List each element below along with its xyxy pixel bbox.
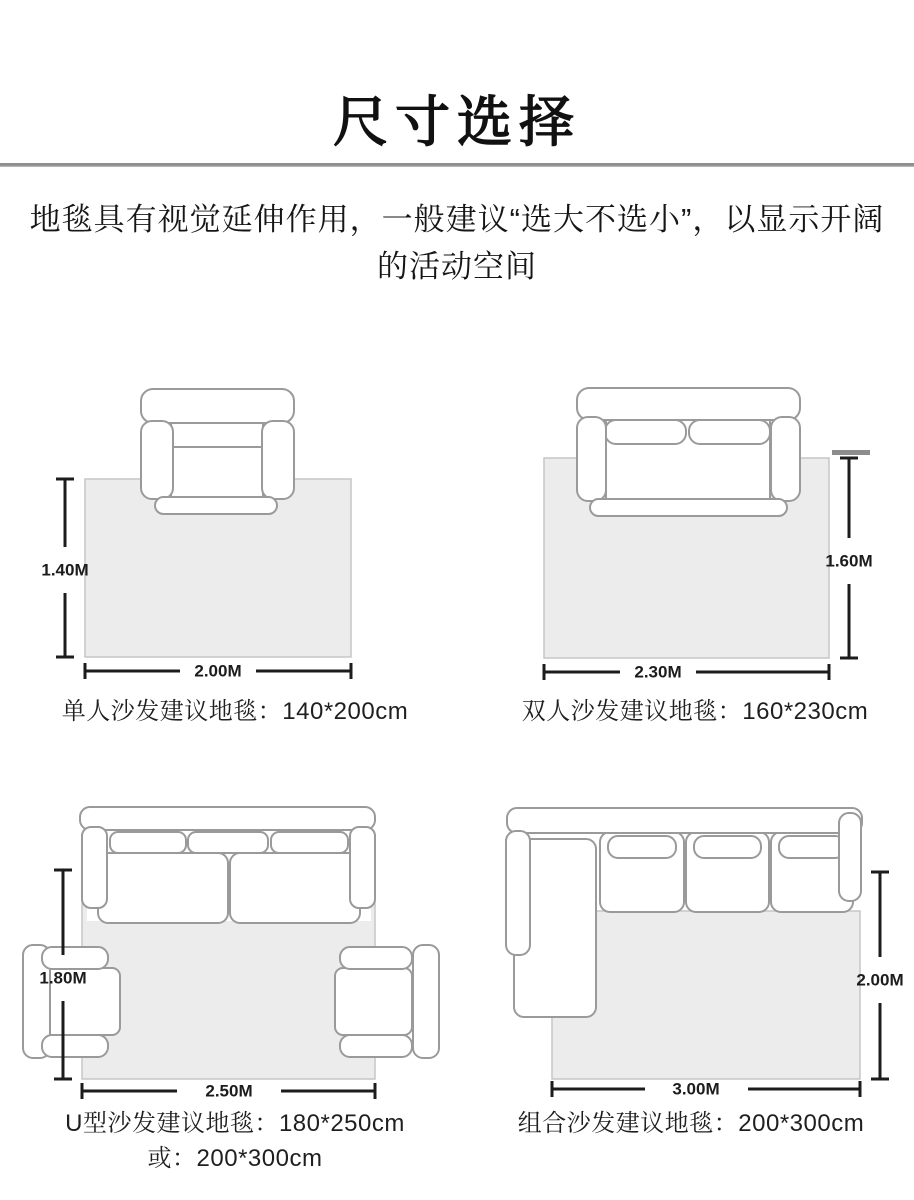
- armchair-backrest: [413, 945, 439, 1058]
- sofa-armrest-left: [577, 417, 606, 501]
- width-dimension: [82, 1082, 375, 1101]
- width-dimension-label: 2.30M: [634, 662, 682, 682]
- u-shape-caption-line-2: 或：200*300cm: [147, 1145, 323, 1172]
- sofa-front-base: [155, 497, 277, 514]
- width-dimension: [552, 1080, 860, 1099]
- single-sofa-caption: 单人沙发建议地毯：140*200cm: [61, 698, 409, 725]
- sofa-back-cushion-3: [779, 836, 845, 858]
- sofa-armrest-right: [262, 421, 294, 499]
- sofa-back-cushion-3: [271, 832, 348, 853]
- sofa-back-cushion-2: [694, 836, 761, 858]
- sofa-seat-cushion-right: [230, 853, 360, 923]
- rug: [552, 911, 860, 1079]
- double-sofa-diagram: [480, 375, 910, 685]
- height-dimension-label: 1.80M: [39, 968, 87, 988]
- sofa-backrest: [577, 388, 800, 420]
- u-shape-caption-line-1: U型沙发建议地毯：180*250cm: [65, 1110, 405, 1137]
- sofa-back-cushion-right: [689, 420, 770, 444]
- sofa-seat: [171, 420, 263, 500]
- double-sofa-caption: 双人沙发建议地毯：160*230cm: [521, 698, 869, 725]
- width-dimension: [85, 662, 351, 681]
- sofa-back-cushion-2: [188, 832, 268, 853]
- single-sofa: [141, 389, 294, 514]
- armchair-seat: [335, 968, 412, 1035]
- single-sofa-diagram: [30, 375, 440, 685]
- sofa-armrest-left: [82, 827, 107, 908]
- sofa-back-cushion-left: [605, 420, 686, 444]
- sofa-backrest: [80, 807, 375, 830]
- u-shape-sofa-diagram: [15, 795, 455, 1105]
- sofa-back-cushion-1: [608, 836, 676, 858]
- left-armchair: [23, 945, 120, 1058]
- title-divider: [0, 163, 914, 167]
- sofa-seat-cushion-left: [98, 853, 228, 923]
- u-shape-sofa-caption: [15, 1106, 455, 1176]
- page-title: 尺寸选择: [332, 91, 581, 153]
- double-sofa: [577, 388, 800, 516]
- height-dimension-label: 1.40M: [41, 560, 89, 580]
- width-dimension-label: 2.50M: [205, 1081, 253, 1101]
- armchair-armrest-top: [42, 947, 108, 969]
- intro-text: [0, 196, 914, 290]
- sofa-backrest: [141, 389, 294, 423]
- sofa-armrest-right: [771, 417, 800, 501]
- armchair-armrest-top: [340, 947, 412, 969]
- height-dimension: [856, 872, 903, 1079]
- width-dimension: [544, 663, 829, 682]
- sofa-back-cushion-1: [110, 832, 186, 853]
- wall-marker: [832, 450, 870, 455]
- sectional-sofa-diagram: [470, 795, 912, 1105]
- sofa-armrest-right: [839, 813, 861, 901]
- main-sofa: [80, 807, 375, 923]
- chaise-armrest-left: [506, 831, 530, 955]
- sofa-backrest: [507, 808, 862, 833]
- width-dimension-label: 2.00M: [194, 661, 242, 681]
- sectional-sofa-caption: 组合沙发建议地毯：200*300cm: [517, 1110, 865, 1137]
- sofa-armrest-left: [141, 421, 173, 499]
- armchair-armrest-bottom: [340, 1035, 412, 1057]
- intro-line-2: 的活动空间: [377, 249, 537, 284]
- height-dimension: [825, 458, 872, 658]
- sofa-armrest-right: [350, 827, 375, 908]
- sofa-front-base: [590, 499, 787, 516]
- armchair-armrest-bottom: [42, 1035, 108, 1057]
- right-armchair: [335, 945, 439, 1058]
- width-dimension-label: 3.00M: [672, 1079, 720, 1099]
- height-dimension-label: 2.00M: [856, 970, 904, 990]
- intro-line-1: 地毯具有视觉延伸作用，一般建议“选大不选小”，以显示开阔: [29, 202, 885, 237]
- height-dimension: [41, 479, 88, 657]
- height-dimension-label: 1.60M: [825, 551, 873, 571]
